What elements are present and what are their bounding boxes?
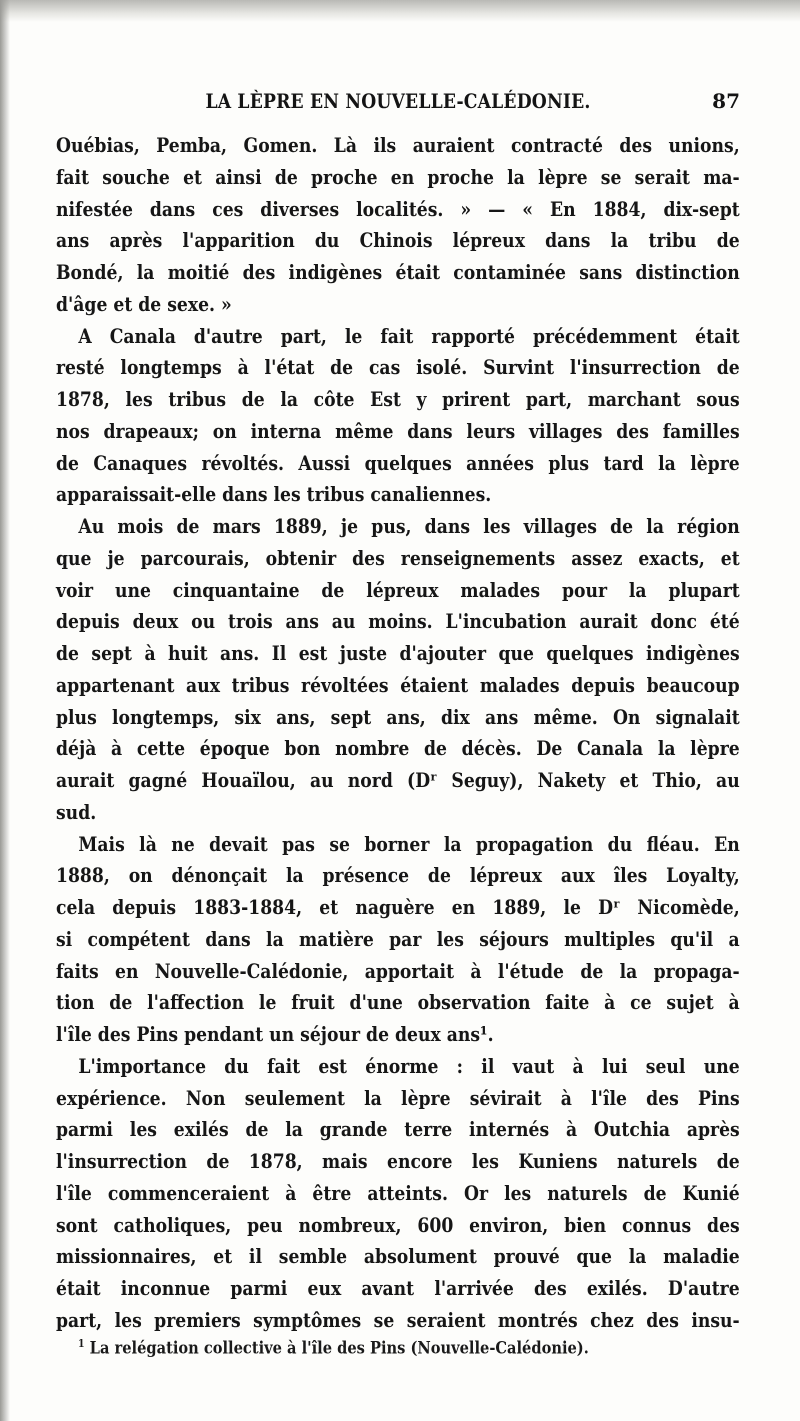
footnote-marker: 1 <box>78 1337 85 1350</box>
page-header <box>56 86 740 116</box>
text-line: fait souche et ainsi de proche en proche la lèpre se serait ma- <box>56 164 740 189</box>
text-line: sont catholiques, peu nombreux, 600 environ, bien connus des <box>56 1212 740 1237</box>
text-line: cela depuis 1883-1884, et naguère en 1889, le Dʳ Nicomède, <box>56 895 740 919</box>
text-line: de Canaques révoltés. Aussi quelques années plus tard la lèpre <box>56 450 740 475</box>
text-line: 1888, on dénonçait la présence de lépreux aux îles Loyalty, <box>56 863 740 888</box>
running-title: LA LÈPRE EN NOUVELLE-CALÉDONIE. <box>205 89 591 113</box>
text-line: parmi les exilés de la grande terre internés à Outchia après <box>56 1117 740 1142</box>
text-line: que je parcourais, obtenir des renseignements assez exacts, et <box>56 545 740 570</box>
text-line: tion de l'affection le fruit d'une observation faite à ce sujet à <box>56 990 740 1015</box>
text-line: A Canala d'autre part, le fait rapporté précédemment était <box>78 323 740 348</box>
text-line: missionnaires, et il semble absolument prouvé que la maladie <box>56 1244 740 1269</box>
text-line: nos drapeaux; on interna même dans leurs villages des familles <box>56 418 740 443</box>
text-line: sud. <box>56 799 97 824</box>
text-line: d'âge et de sexe. » <box>56 291 232 316</box>
text-line: aurait gagné Houaïlou, au nord (Dʳ Seguy), Nakety et Thio, au <box>56 768 740 792</box>
text-line: l'île des Pins pendant un séjour de deux ans¹. <box>56 1022 494 1046</box>
text-line: si compétent dans la matière par les séjours multiples qu'il a <box>56 926 740 951</box>
text-line: Au mois de mars 1889, je pus, dans les villages de la région <box>78 514 740 538</box>
scan-left-edge <box>0 0 10 1421</box>
text-line: ans après l'apparition du Chinois lépreux dans la tribu de <box>56 228 740 253</box>
text-line: Mais là ne devait pas se borner la propagation du fléau. En <box>78 831 740 856</box>
text-line: voir une cinquantaine de lépreux malades pour la plupart <box>56 577 740 602</box>
text-line: déjà à cette époque bon nombre de décès. De Canala la lèpre <box>56 736 740 761</box>
text-line: de sept à huit ans. Il est juste d'ajouter que quelques indigènes <box>56 641 740 665</box>
text-line: apparaissait-elle dans les tribus canaliennes. <box>56 482 492 507</box>
text-line: resté longtemps à l'état de cas isolé. Survint l'insurrection de <box>56 355 740 380</box>
text-line: l'insurrection de 1878, mais encore les Kuniens naturels de <box>56 1149 740 1173</box>
text-line: était inconnue parmi eux avant l'arrivée des exilés. D'autre <box>56 1276 740 1300</box>
footnote-text: La relégation collective à l'île des Pins (Nouvelle-Calédonie). <box>89 1338 589 1359</box>
body-text <box>56 130 740 1337</box>
text-line: Bondé, la moitié des indigènes était contaminée sans distinction <box>56 260 740 284</box>
text-line: L'importance du fait est énorme : il vaut à lui seul une <box>78 1053 740 1078</box>
text-line: 1878, les tribus de la côte Est y prirent part, marchant sous <box>56 387 740 411</box>
text-line: part, les premiers symptômes se seraient montrés chez des insu- <box>56 1307 740 1332</box>
scan-top-shadow <box>0 0 800 22</box>
text-line: nifestée dans ces diverses localités. » — « En 1884, dix-sept <box>56 196 740 221</box>
text-line: appartenant aux tribus révoltées étaient malades depuis beaucoup <box>56 672 740 697</box>
page-number: 87 <box>712 89 740 113</box>
text-line: depuis deux ou trois ans au moins. L'incubation aurait donc été <box>56 609 740 634</box>
text-line: plus longtemps, six ans, sept ans, dix ans même. On signalait <box>56 704 740 729</box>
text-line: l'île commenceraient à être atteints. Or les naturels de Kunié <box>56 1180 740 1205</box>
footnote <box>78 1337 680 1359</box>
text-line: faits en Nouvelle-Calédonie, apportait à l'étude de la propaga- <box>56 958 740 983</box>
text-line: expérience. Non seulement la lèpre sévirait à l'île des Pins <box>56 1085 740 1110</box>
text-line: Ouébias, Pemba, Gomen. Là ils auraient contracté des unions, <box>56 133 740 157</box>
